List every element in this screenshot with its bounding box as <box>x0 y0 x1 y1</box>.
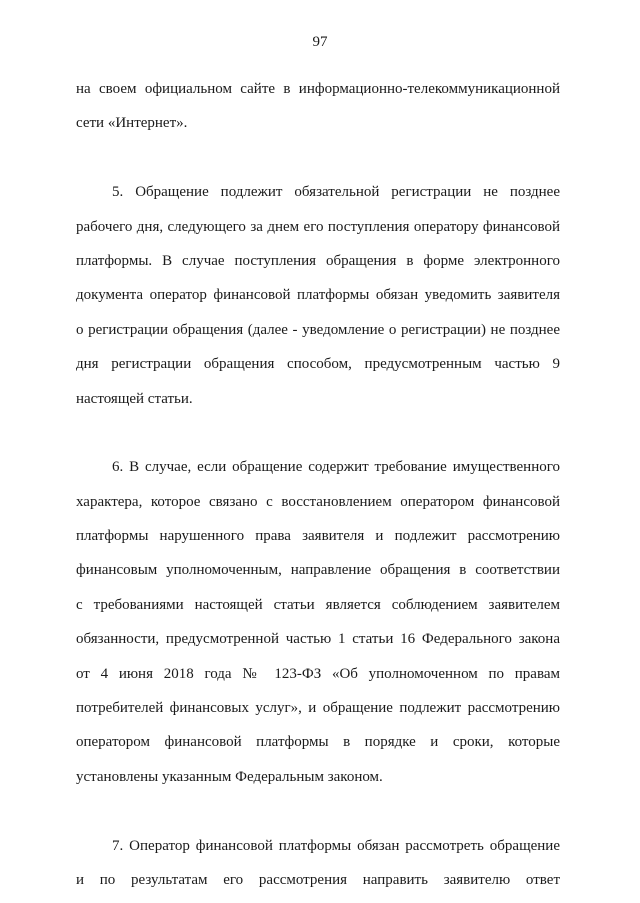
text-line: от 4 июня 2018 года № 123-ФЗ «Об уполномоченном по правам <box>76 665 560 682</box>
text-line: 6. В случае, если обращение содержит требование имущественного <box>112 459 560 476</box>
text-line: финансовым уполномоченным, направление обращения в соответствии <box>76 562 560 579</box>
text-line: оператором финансовой платформы в порядке и сроки, которые <box>76 734 560 751</box>
text-line: и по результатам его рассмотрения направить заявителю ответ <box>76 871 560 888</box>
text-line: установлены указанным Федеральным законом. <box>76 768 383 785</box>
text-line: сети «Интернет». <box>76 115 188 132</box>
text-line: обязанности, предусмотренной частью 1 статьи 16 Федерального закона <box>76 631 560 648</box>
text-line: на своем официальном сайте в информационно-телекоммуникационной <box>76 81 560 97</box>
page-number: 97 <box>312 34 328 50</box>
text-line: платформы. В случае поступления обращения в форме электронного <box>76 252 560 269</box>
document-body <box>76 72 560 897</box>
paragraph-6 <box>76 450 560 794</box>
text-line: дня регистрации обращения способом, предусмотренным частью 9 <box>76 356 560 373</box>
text-line: настоящей статьи. <box>76 390 193 407</box>
text-line: с требованиями настоящей статьи является соблюдением заявителем <box>76 596 560 613</box>
text-line: рабочего дня, следующего за днем его поступления оператору финансовой <box>76 218 560 235</box>
paragraph-continuation <box>76 72 560 141</box>
paragraph-5 <box>76 175 560 416</box>
paragraph-7 <box>76 829 560 898</box>
text-line: о регистрации обращения (далее - уведомление о регистрации) не позднее <box>76 321 560 338</box>
text-line: характера, которое связано с восстановлением оператором финансовой <box>76 493 560 510</box>
text-line: 5. Обращение подлежит обязательной регистрации не позднее <box>112 184 560 201</box>
text-line: потребителей финансовых услуг», и обращение подлежит рассмотрению <box>76 700 560 717</box>
text-line: документа оператор финансовой платформы обязан уведомить заявителя <box>76 287 560 304</box>
text-line: 7. Оператор финансовой платформы обязан рассмотреть обращение <box>112 837 560 854</box>
text-line: платформы нарушенного права заявителя и подлежит рассмотрению <box>76 528 560 545</box>
